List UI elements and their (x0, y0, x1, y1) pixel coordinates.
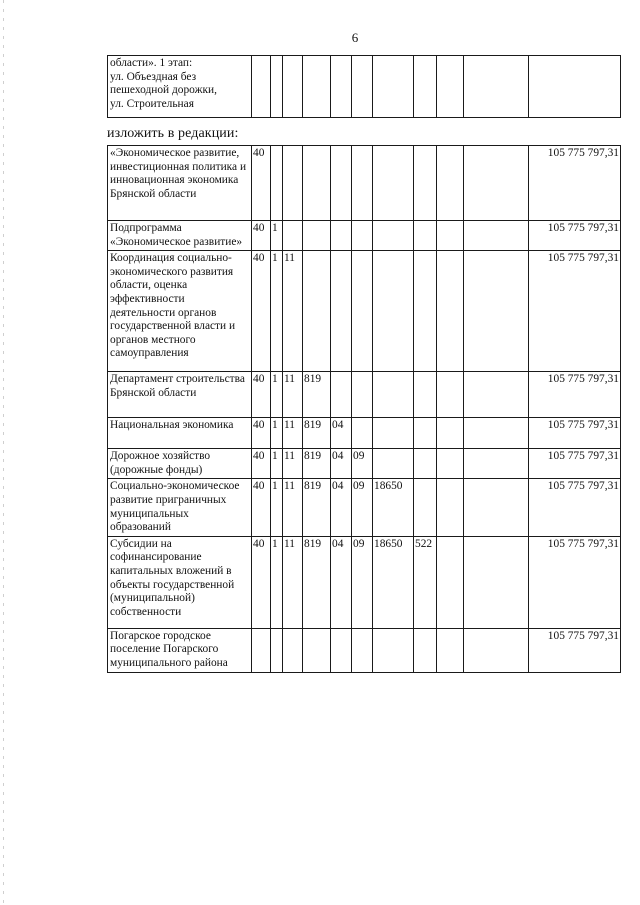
row-description: «Экономическое развитие, инвестиционная политика и инновационная экономика Брянской области (108, 146, 252, 221)
code-cell: 522 (414, 536, 437, 628)
budget-table-body (108, 146, 621, 673)
code-cell (271, 628, 283, 672)
code-cell: 819 (303, 418, 331, 449)
code-cell: 11 (283, 449, 303, 479)
amount-cell: 105 775 797,31 (529, 628, 621, 672)
code-cell (352, 628, 373, 672)
code-cell: 1 (271, 449, 283, 479)
code-cell (252, 628, 271, 672)
code-cell (414, 146, 437, 221)
row-description: Подпрограмма «Экономическое развитие» (108, 221, 252, 251)
code-cell: 04 (331, 418, 352, 449)
code-cell (352, 221, 373, 251)
budget-table (107, 145, 621, 673)
code-cell: 04 (331, 536, 352, 628)
code-cell (331, 251, 352, 372)
code-cell: 11 (283, 251, 303, 372)
code-cell (283, 146, 303, 221)
code-cell (414, 221, 437, 251)
code-cell (303, 221, 331, 251)
amount-cell: 105 775 797,31 (529, 479, 621, 536)
code-cell (303, 251, 331, 372)
code-cell: 1 (271, 418, 283, 449)
code-cell: 40 (252, 372, 271, 418)
code-cell: 819 (303, 479, 331, 536)
amount-cell: 105 775 797,31 (529, 449, 621, 479)
code-cell (437, 251, 464, 372)
code-cell: 11 (283, 418, 303, 449)
code-cell (283, 628, 303, 672)
code-cell (352, 251, 373, 372)
code-cell: 18650 (373, 536, 414, 628)
code-cell: 40 (252, 146, 271, 221)
row-description: Дорожное хозяйство (дорожные фонды) (108, 449, 252, 479)
table-row (108, 221, 621, 251)
empty-cell (464, 628, 529, 672)
table-row (108, 479, 621, 536)
row-description: Национальная экономика (108, 418, 252, 449)
code-cell (352, 372, 373, 418)
row-description: Департамент строительства Брянской области (108, 372, 252, 418)
code-cell (331, 372, 352, 418)
page-number: 6 (351, 30, 359, 45)
code-cell: 04 (331, 449, 352, 479)
code-cell (437, 221, 464, 251)
code-cell: 18650 (373, 479, 414, 536)
code-cell: 40 (252, 449, 271, 479)
code-cell (352, 146, 373, 221)
code-cell (271, 146, 283, 221)
code-cell (437, 418, 464, 449)
code-cell: 11 (283, 536, 303, 628)
code-cell: 1 (271, 221, 283, 251)
row-description: области». 1 этап: ул. Объездная без пешеходной дорожки, ул. Строительная (108, 56, 252, 118)
code-cell (331, 221, 352, 251)
table-row (108, 251, 621, 372)
empty-cell (464, 536, 529, 628)
code-cell (414, 372, 437, 418)
amount-cell: 105 775 797,31 (529, 146, 621, 221)
code-cell (437, 146, 464, 221)
code-cell (414, 418, 437, 449)
empty-cell (464, 372, 529, 418)
code-cell (331, 146, 352, 221)
code-cell: 40 (252, 221, 271, 251)
code-cell (283, 221, 303, 251)
amount-cell: 105 775 797,31 (529, 251, 621, 372)
empty-cell (464, 146, 529, 221)
code-cell: 04 (331, 479, 352, 536)
amount-cell: 105 775 797,31 (529, 418, 621, 449)
code-cell (352, 418, 373, 449)
code-cell: 1 (271, 479, 283, 536)
code-cell (373, 628, 414, 672)
table-row (108, 449, 621, 479)
row-description: Социально-экономическое развитие приграничных муниципальных образований (108, 479, 252, 536)
code-cell: 819 (303, 449, 331, 479)
code-cell (373, 251, 414, 372)
table-row (108, 418, 621, 449)
row-description: Координация социально-экономического развития области, оценка эффективности деятельности органов государственной власти и органов местного самоуправления (108, 251, 252, 372)
code-cell (414, 251, 437, 372)
row-description: Погарское городское поселение Погарского муниципального района (108, 628, 252, 672)
code-cell: 09 (352, 536, 373, 628)
empty-cell (464, 251, 529, 372)
code-cell (437, 372, 464, 418)
code-cell (437, 628, 464, 672)
code-cell: 40 (252, 418, 271, 449)
code-cell (437, 449, 464, 479)
code-cell: 09 (352, 449, 373, 479)
code-cell (373, 418, 414, 449)
row-description: Субсидии на софинансирование капитальных вложений в объекты государственной (муниципальной) собственности (108, 536, 252, 628)
code-cell: 1 (271, 536, 283, 628)
amount-cell: 105 775 797,31 (529, 221, 621, 251)
amount-cell: 105 775 797,31 (529, 372, 621, 418)
code-cell: 819 (303, 536, 331, 628)
code-cell: 40 (252, 251, 271, 372)
empty-cell (464, 418, 529, 449)
code-cell: 09 (352, 479, 373, 536)
code-cell: 40 (252, 536, 271, 628)
code-cell (373, 449, 414, 479)
code-cell (373, 146, 414, 221)
code-cell (414, 479, 437, 536)
table-row (108, 536, 621, 628)
code-cell (437, 536, 464, 628)
code-cell: 40 (252, 479, 271, 536)
code-cell (373, 221, 414, 251)
table-row (108, 146, 621, 221)
instruction-text: изложить в редакции: (107, 126, 239, 141)
code-cell (303, 628, 331, 672)
code-cell (331, 628, 352, 672)
table-row (108, 372, 621, 418)
table-row (108, 628, 621, 672)
code-cell (414, 449, 437, 479)
amount-cell: 105 775 797,31 (529, 536, 621, 628)
code-cell: 11 (283, 479, 303, 536)
top-table (107, 55, 621, 118)
code-cell: 819 (303, 372, 331, 418)
code-cell: 1 (271, 372, 283, 418)
table-row (108, 56, 621, 118)
scan-margin-line (3, 0, 4, 905)
empty-cell (464, 221, 529, 251)
code-cell (437, 479, 464, 536)
code-cell: 1 (271, 251, 283, 372)
empty-cell (464, 449, 529, 479)
code-cell (414, 628, 437, 672)
empty-cell (464, 479, 529, 536)
code-cell (373, 372, 414, 418)
code-cell (303, 146, 331, 221)
code-cell: 11 (283, 372, 303, 418)
